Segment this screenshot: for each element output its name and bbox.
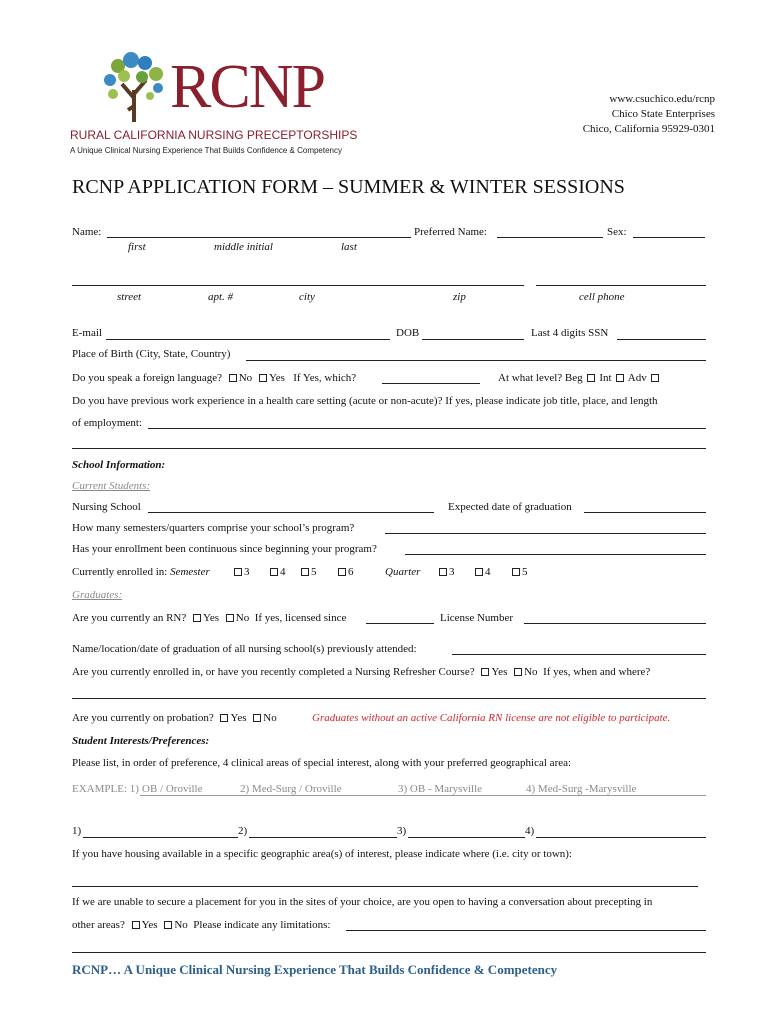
ssn-label: Last 4 digits SSN xyxy=(531,327,609,339)
graduates-heading: Graduates: xyxy=(72,589,123,601)
foreign-language-question: Do you speak a foreign language? xyxy=(72,372,222,384)
pref-label-1: 1) xyxy=(72,825,82,837)
of-employment-label: of employment: xyxy=(72,417,142,429)
placement-question: If we are unable to secure a placement for you in the sites of your choice, are you open to having a conversation about precepting in xyxy=(72,896,653,908)
no-label: No xyxy=(238,372,253,384)
housing-question: If you have housing available in a specific geographic area(s) of interest, please indicate where (i.e. city or town): xyxy=(72,848,572,860)
cell-phone-field[interactable] xyxy=(536,285,706,286)
example-underline xyxy=(140,795,706,796)
logo xyxy=(70,50,390,160)
int-checkbox[interactable] xyxy=(616,374,624,382)
if-yes-which-label: If Yes, which? xyxy=(293,372,357,384)
semesters-question: How many semesters/quarters comprise your school’s program? xyxy=(72,522,355,534)
expected-graduation-label: Expected date of graduation xyxy=(448,501,572,513)
first-caption: first xyxy=(128,241,146,253)
preferred-name-field[interactable] xyxy=(497,237,603,238)
sex-field[interactable] xyxy=(633,237,705,238)
pref-field-1[interactable] xyxy=(83,837,238,838)
rn-row xyxy=(72,612,346,624)
refresher-no-checkbox[interactable] xyxy=(514,668,522,676)
rn-yes-checkbox[interactable] xyxy=(193,614,201,622)
foreign-language-no-checkbox[interactable] xyxy=(229,374,237,382)
graduation-location-question: Name/location/date of graduation of all nursing school(s) previously attended: xyxy=(72,643,417,655)
example-item-1: OB / Oroville xyxy=(142,783,203,795)
probation-no-label: No xyxy=(263,712,277,724)
sex-label: Sex: xyxy=(607,226,627,238)
adv-checkbox[interactable] xyxy=(651,374,659,382)
refresher-question: Are you currently enrolled in, or have you recently completed a Nursing Refresher Course? xyxy=(72,666,475,678)
licensed-since-label: If yes, licensed since xyxy=(254,612,347,624)
logo-name: RCNP xyxy=(170,53,324,121)
name-label: Name: xyxy=(72,226,102,238)
work-experience-question: Do you have previous work experience in a health care setting (acute or non-acute)? If yes, please indicate job title, place, and length xyxy=(72,395,658,407)
semester-option-5[interactable]: 5 xyxy=(297,566,317,578)
rn-yes-label: Yes xyxy=(203,612,220,624)
limitations-field-2[interactable] xyxy=(72,952,706,953)
last-caption: last xyxy=(341,241,357,253)
refresher-yes-label: Yes xyxy=(491,666,508,678)
employment-field-1[interactable] xyxy=(148,428,706,429)
currently-enrolled-label: Currently enrolled in: xyxy=(72,566,168,578)
yes-label: Yes xyxy=(268,372,285,384)
semester-option-6[interactable]: 6 xyxy=(334,566,354,578)
graduation-location-field[interactable] xyxy=(452,654,706,655)
email-label: E-mail xyxy=(72,327,102,339)
ssn-field[interactable] xyxy=(617,339,706,340)
form-title: RCNP APPLICATION FORM – SUMMER & WINTER SESSIONS xyxy=(72,176,625,198)
refresher-row xyxy=(72,666,650,678)
semester-label: Semester xyxy=(170,566,210,578)
pref-label-2: 2) xyxy=(238,825,248,837)
zip-caption: zip xyxy=(453,291,466,303)
example-item-3: 3) OB - Marysville xyxy=(398,783,483,795)
other-areas-no-checkbox[interactable] xyxy=(164,921,172,929)
refresher-yes-checkbox[interactable] xyxy=(481,668,489,676)
pref-field-4[interactable] xyxy=(536,837,706,838)
semester-option-4[interactable]: 4 xyxy=(266,566,286,578)
preferred-name-label: Preferred Name: xyxy=(414,226,487,238)
tree-icon xyxy=(98,50,173,125)
probation-yes-checkbox[interactable] xyxy=(220,714,228,722)
license-number-label: License Number xyxy=(440,612,513,624)
language-level-row xyxy=(498,372,661,384)
place-of-birth-label: Place of Birth (City, State, Country) xyxy=(72,348,231,360)
address-url[interactable]: www.csuchico.edu/rcnp xyxy=(609,93,715,105)
middle-initial-caption: middle initial xyxy=(214,241,273,253)
probation-question: Are you currently on probation? xyxy=(72,712,214,724)
continuous-question: Has your enrollment been continuous since beginning your program? xyxy=(72,543,377,555)
employment-field-2[interactable] xyxy=(72,448,706,449)
foreign-language-yes-checkbox[interactable] xyxy=(259,374,267,382)
rn-no-label: No xyxy=(235,612,250,624)
foreign-language-row xyxy=(72,372,356,384)
address-field[interactable] xyxy=(72,285,524,286)
graduates-warning: Graduates without an active California RN license are not eligible to participate. xyxy=(312,712,671,724)
pref-field-3[interactable] xyxy=(408,837,525,838)
quarter-option-4[interactable]: 4 xyxy=(471,566,491,578)
other-areas-label: other areas? xyxy=(72,919,125,931)
street-caption: street xyxy=(117,291,142,303)
place-of-birth-field[interactable] xyxy=(246,360,706,361)
footer-tagline: RCNP… A Unique Clinical Nursing Experience That Builds Confidence & Competency xyxy=(72,962,558,977)
quarter-label: Quarter xyxy=(385,566,421,578)
other-areas-row xyxy=(72,919,330,931)
interests-heading: Student Interests/Preferences: xyxy=(72,735,210,747)
at-what-level-label: At what level? xyxy=(498,372,563,384)
current-students-heading: Current Students: xyxy=(72,480,151,492)
dob-label: DOB xyxy=(396,327,420,339)
pref-label-4: 4) xyxy=(525,825,535,837)
dob-field[interactable] xyxy=(422,339,524,340)
refresher-when-label: If yes, when and where? xyxy=(543,666,651,678)
apt-caption: apt. # xyxy=(208,291,234,303)
probation-row xyxy=(72,712,277,724)
name-field[interactable] xyxy=(107,237,411,238)
school-info-heading: School Information: xyxy=(72,459,166,471)
quarter-option-3[interactable]: 3 xyxy=(435,566,455,578)
other-areas-yes-checkbox[interactable] xyxy=(132,921,140,929)
logo-subtitle: RURAL CALIFORNIA NURSING PRECEPTORSHIPS xyxy=(70,128,358,142)
probation-yes-label: Yes xyxy=(230,712,247,724)
expected-graduation-field[interactable] xyxy=(584,512,706,513)
cell-phone-caption: cell phone xyxy=(579,291,625,303)
interests-instructions: Please list, in order of preference, 4 clinical areas of special interest, along with your preferred geographical area: xyxy=(72,757,572,769)
address-city: Chico, California 95929-0301 xyxy=(582,123,715,135)
city-caption: city xyxy=(299,291,315,303)
example-item-2: 2) Med-Surg / Oroville xyxy=(240,783,342,795)
nursing-school-field[interactable] xyxy=(148,512,434,513)
logo-tagline: A Unique Clinical Nursing Experience That Builds Confidence & Competency xyxy=(70,146,342,155)
int-label: Int xyxy=(599,372,612,384)
example-item-4: 4) Med-Surg -Marysville xyxy=(526,783,637,795)
address-org: Chico State Enterprises xyxy=(611,108,715,120)
example-label: EXAMPLE: 1) xyxy=(72,783,139,795)
address-block xyxy=(583,92,715,137)
housing-field[interactable] xyxy=(72,886,698,887)
continuous-field[interactable] xyxy=(405,554,706,555)
refresher-no-label: No xyxy=(524,666,538,678)
license-number-field[interactable] xyxy=(524,623,706,624)
nursing-school-label: Nursing School xyxy=(72,501,141,513)
adv-label: Adv xyxy=(627,372,647,384)
semesters-field[interactable] xyxy=(385,533,706,534)
email-field[interactable] xyxy=(106,339,390,340)
pref-label-3: 3) xyxy=(397,825,407,837)
licensed-since-field[interactable] xyxy=(366,623,434,624)
other-areas-yes-label: Yes xyxy=(141,919,158,931)
rn-question: Are you currently an RN? xyxy=(72,612,187,624)
rn-no-checkbox[interactable] xyxy=(226,614,234,622)
probation-no-checkbox[interactable] xyxy=(253,714,261,722)
foreign-language-which-field[interactable] xyxy=(382,383,480,384)
semester-option-3[interactable]: 3 xyxy=(230,566,250,578)
quarter-option-5[interactable]: 5 xyxy=(508,566,528,578)
limitations-field[interactable] xyxy=(346,930,706,931)
pref-field-2[interactable] xyxy=(249,837,397,838)
beg-label: Beg xyxy=(564,372,583,384)
other-areas-no-label: No xyxy=(174,919,188,931)
limitations-label: Please indicate any limitations: xyxy=(193,919,331,931)
currently-enrolled-row xyxy=(72,566,210,578)
beg-checkbox[interactable] xyxy=(587,374,595,382)
refresher-field[interactable] xyxy=(72,698,706,699)
